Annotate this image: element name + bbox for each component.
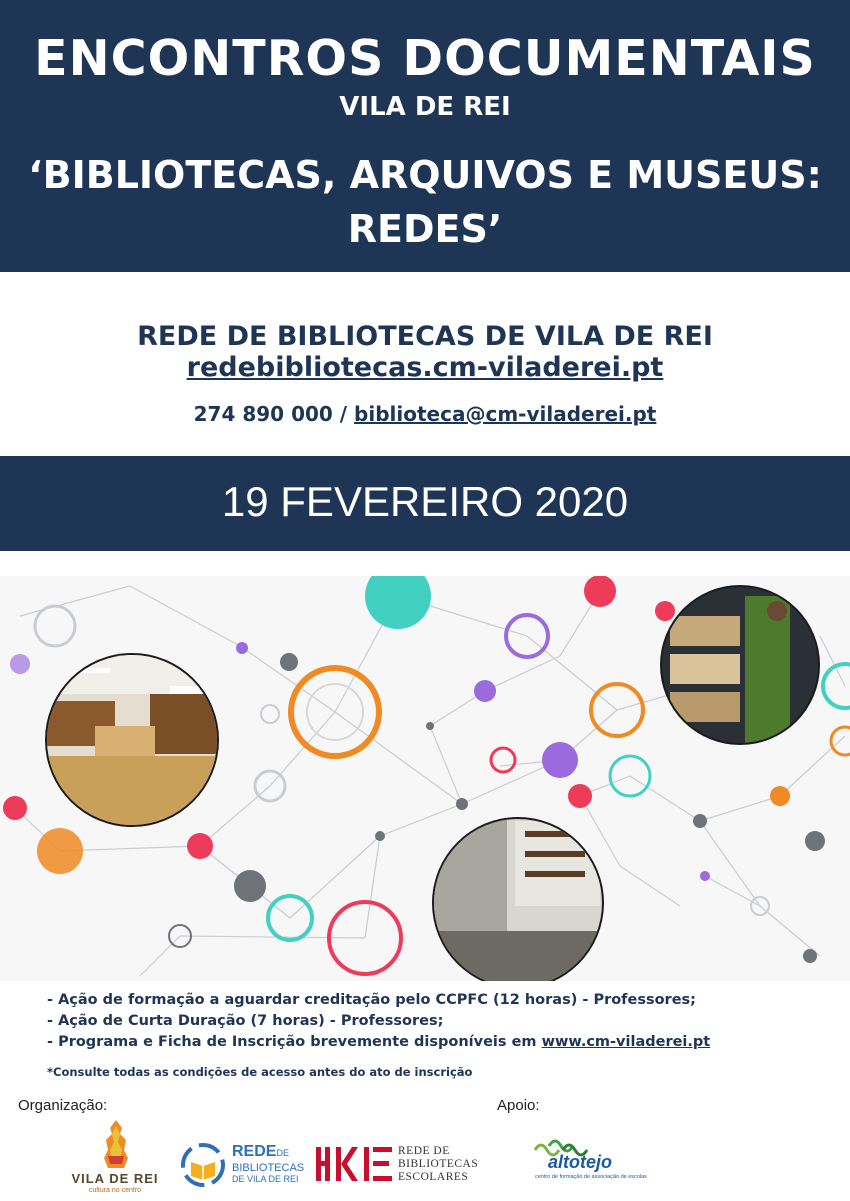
event-title: ENCONTROS DOCUMENTAIS — [34, 30, 816, 87]
website-link[interactable]: redebibliotecas.cm-viladerei.pt — [186, 352, 664, 383]
museum-tools-photo — [432, 817, 604, 981]
altotejo-logo-subtitle: centro de formação de associação de escolas — [535, 1174, 647, 1180]
rede-logo-line2: BIBLIOTECAS — [232, 1162, 305, 1174]
event-theme-line-2: REDES’ — [347, 207, 503, 251]
network-graph — [0, 576, 850, 981]
event-theme-line-1: ‘BIBLIOTECAS, ARQUIVOS E MUSEUS: — [28, 153, 822, 197]
event-date: 19 FEVEREIRO 2020 — [221, 478, 629, 525]
vila-de-rei-logo-tagline: cultura no centro — [88, 1187, 142, 1194]
rbe-mark-icon — [316, 1143, 392, 1185]
info-item-2: - Ação de Curta Duração (7 horas) - Professores; — [47, 1013, 444, 1029]
organizer-name: REDE DE BIBLIOTECAS DE VILA DE REI — [137, 321, 713, 352]
phone-number: 274 890 000 — [193, 402, 333, 426]
vila-de-rei-logo — [70, 1120, 160, 1196]
organization-label: Organização: — [18, 1097, 108, 1114]
contact-separator: / — [332, 402, 355, 426]
info-list — [47, 990, 710, 1053]
rede-bibliotecas-escolares-logo — [316, 1143, 486, 1188]
municipality-website-link[interactable]: www.cm-viladerei.pt — [541, 1034, 711, 1050]
date-banner — [0, 456, 850, 551]
organizer-contact — [0, 402, 850, 426]
book-cycle-icon — [178, 1140, 228, 1190]
rede-bibliotecas-logo — [178, 1140, 303, 1195]
network-illustration — [0, 576, 850, 981]
archive-shelves-photo — [660, 585, 820, 746]
flame-icon — [102, 1120, 130, 1168]
info-item-1: - Ação de formação a aguardar creditação pelo CCPFC (12 horas) - Professores; — [47, 992, 696, 1008]
support-label: Apoio: — [497, 1097, 540, 1114]
vila-de-rei-logo-name: VILA DE REI — [71, 1171, 159, 1186]
event-location: VILA DE REI — [339, 92, 511, 122]
email-link[interactable]: biblioteca@cm-viladerei.pt — [354, 402, 657, 426]
rede-logo-line3: DE VILA DE REI — [232, 1174, 299, 1184]
rede-logo-line1: REDEDE — [232, 1143, 289, 1160]
organizer-website — [0, 352, 850, 383]
info-item-3-text: - Programa e Ficha de Inscrição brevemente disponíveis em — [47, 1034, 542, 1050]
altotejo-logo — [533, 1136, 648, 1186]
library-reading-room-photo — [45, 653, 220, 831]
altotejo-logo-name: altotejo — [548, 1152, 613, 1172]
info-item-3 — [47, 1032, 710, 1053]
header-banner — [0, 0, 850, 272]
footnote: *Consulte todas as condições de acesso antes do ato de inscrição — [47, 1065, 473, 1079]
rbe-logo-text: REDE DE BIBLIOTECAS ESCOLARES — [398, 1145, 479, 1183]
